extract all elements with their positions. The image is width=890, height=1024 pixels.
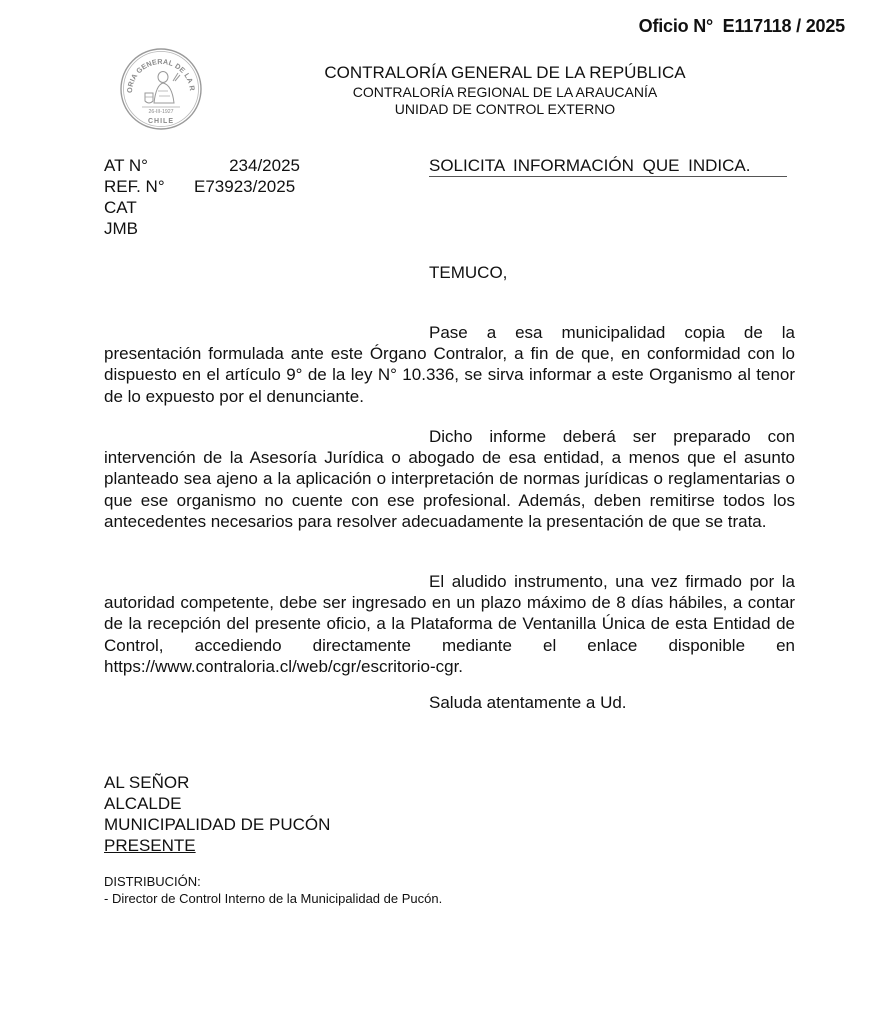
- addressee-line-3: MUNICIPALIDAD DE PUCÓN: [104, 815, 331, 834]
- distribution-block: [104, 873, 442, 907]
- regional-office: CONTRALORÍA REGIONAL DE LA ARAUCANÍA: [352, 84, 658, 100]
- seal-country: CHILE: [148, 118, 174, 125]
- body-paragraph-1: Pase a esa municipalidad copia de la presentación formulada ante este Órgano Contralor, a fin de que, en conformidad con lo dispuesto en el artículo 9° de la ley N° 10.336, se sirva informar a este Organismo al tenor de lo expuesto por el denunciante.: [104, 323, 795, 406]
- addressee-line-1: AL SEÑOR: [104, 773, 190, 792]
- addressee-line-4: PRESENTE: [104, 836, 196, 855]
- at-value: 234/2025: [229, 156, 300, 175]
- ref-value: E73923/2025: [194, 177, 296, 196]
- oficio-number: Oficio N° E117118 / 2025: [638, 16, 845, 36]
- subject-line: SOLICITA INFORMACIÓN QUE INDICA.: [429, 156, 751, 175]
- at-label: AT N°: [104, 156, 148, 175]
- subject-underline: [429, 176, 787, 177]
- seal-ring-text: ORIA GENERAL DE LA R: [124, 56, 197, 94]
- reference-block: [104, 155, 300, 239]
- initials-2: JMB: [104, 219, 138, 238]
- addressee-line-2: ALCALDE: [104, 794, 182, 813]
- distribution-item: - Director de Control Interno de la Municipalidad de Pucón.: [104, 891, 443, 906]
- unit-name: UNIDAD DE CONTROL EXTERNO: [394, 101, 616, 117]
- body-paragraph-2: Dicho informe deberá ser preparado con intervención de la Asesoría Jurídica o abogado de esa entidad, a menos que el asunto planteado sea ajeno a la aplicación o interpretación de normas jurídicas o reglamentarias o que ese organismo no cuente con ese profesional. Además, deben remitirse todos los antecedentes necesarios para resolver adecuadamente la presentación de que se trata.: [104, 427, 795, 531]
- svg-text:CONTRALORIA GENERAL DE LA REPU: [118, 47, 197, 93]
- addressee-block: [104, 772, 330, 856]
- seal-date: 26-III-1927: [148, 109, 174, 115]
- institution-seal-icon: [118, 47, 204, 131]
- ref-label: REF. N°: [104, 177, 165, 196]
- closing-salutation: Saluda atentamente a Ud.: [429, 693, 627, 712]
- initials-1: CAT: [104, 198, 137, 217]
- distribution-title: DISTRIBUCIÓN:: [104, 874, 201, 889]
- body-paragraph-3: El aludido instrumento, una vez firmado por la autoridad competente, debe ser ingresado en un plazo máximo de 8 días hábiles, a contar de la recepción del presente oficio, a la Plataforma de Ventanilla Única de esta Entidad de Control, accediendo directamente mediante el enlace disponible en https://www.contraloria.cl/web/cgr/escritorio-cgr.: [104, 572, 795, 676]
- institution-name: CONTRALORÍA GENERAL DE LA REPÚBLICA: [324, 63, 686, 82]
- city-date: TEMUCO,: [429, 263, 508, 282]
